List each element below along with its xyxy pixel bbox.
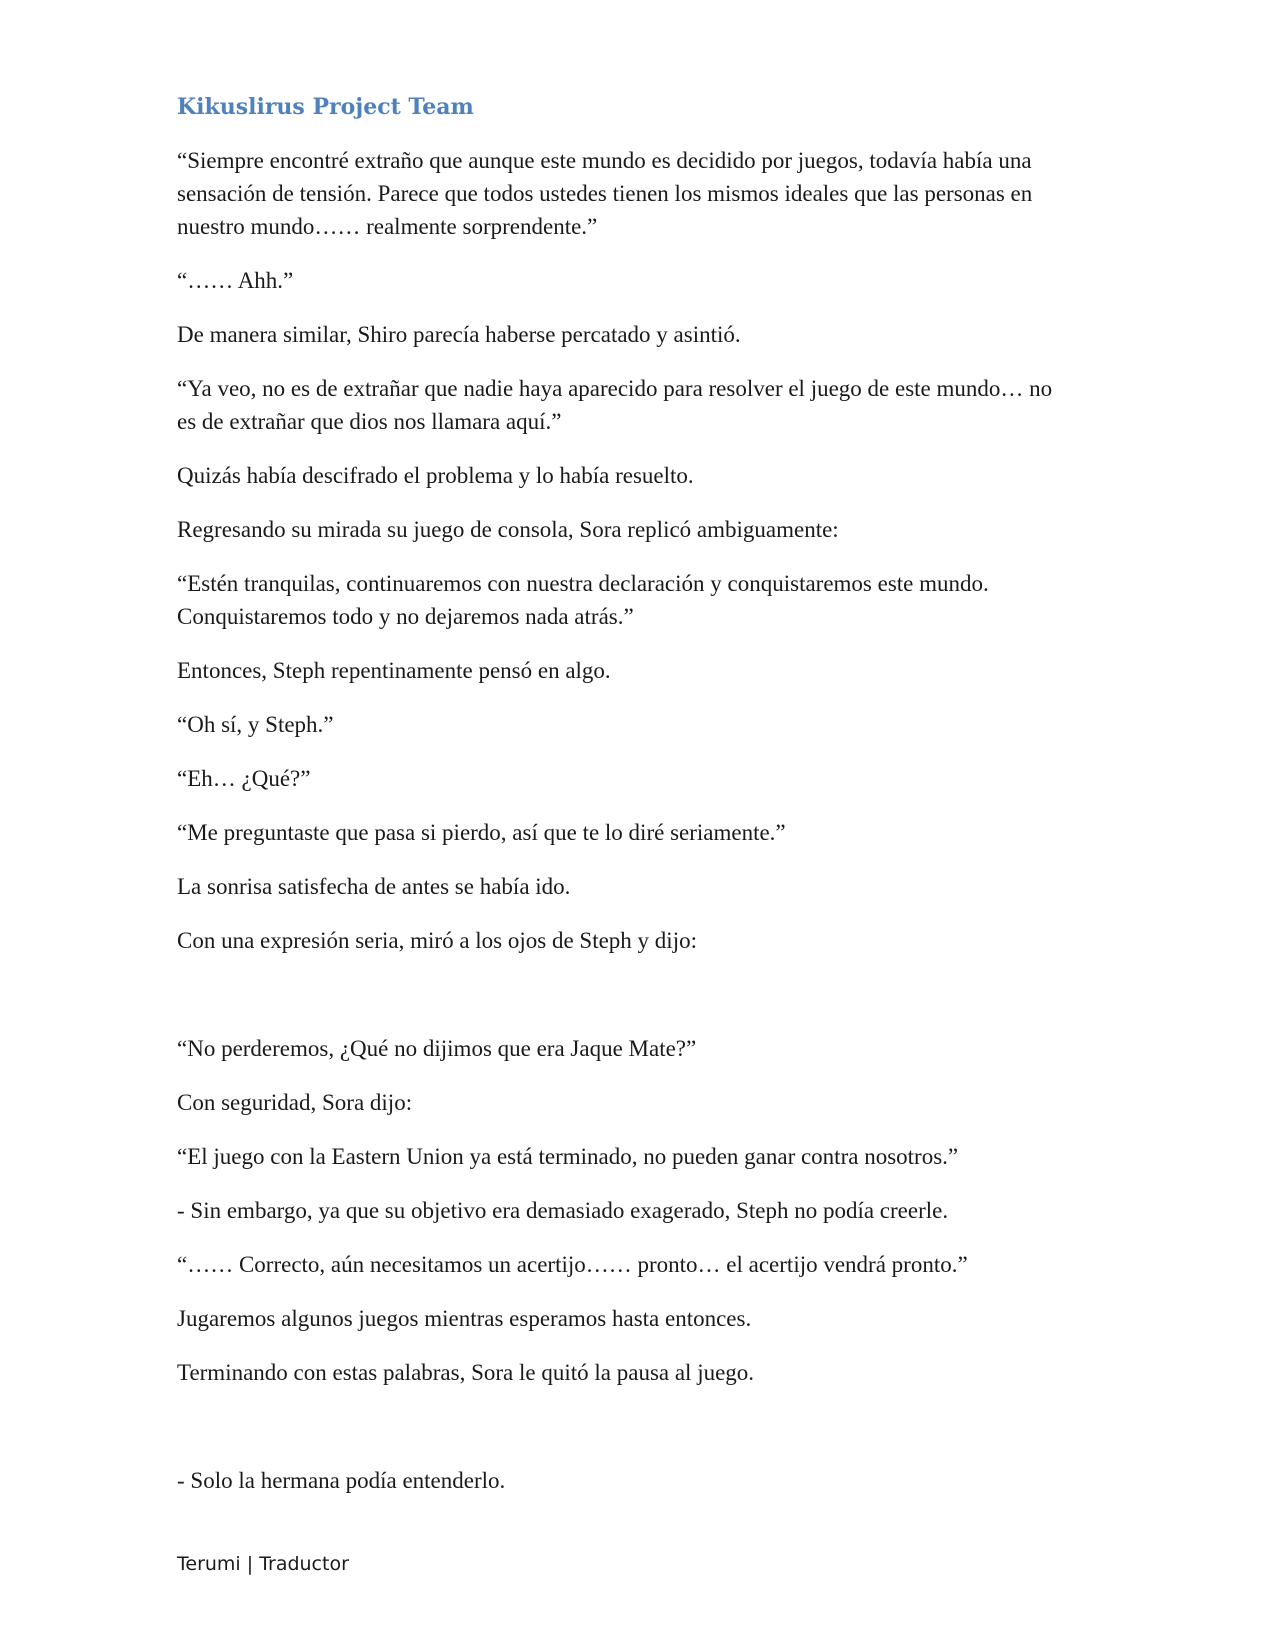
paragraph: Jugaremos algunos juegos mientras esperamos hasta entonces. bbox=[177, 1306, 752, 1331]
paragraph: “Ya veo, no es de extrañar que nadie haya aparecido para resolver el juego de este mundo… no es de extrañar que dios nos llamara aquí.” bbox=[177, 376, 1053, 434]
blank-line bbox=[177, 1410, 1077, 1464]
paragraph: Terminando con estas palabras, Sora le quitó la pausa al juego. bbox=[177, 1360, 755, 1385]
paragraph: Entonces, Steph repentinamente pensó en algo. bbox=[177, 658, 611, 683]
paragraph: “Me preguntaste que pasa si pierdo, así que te lo diré seriamente.” bbox=[177, 820, 786, 845]
paragraph: Regresando su mirada su juego de consola, Sora replicó ambiguamente: bbox=[177, 517, 839, 542]
paragraph: - Sin embargo, ya que su objetivo era demasiado exagerado, Steph no podía creerle. bbox=[177, 1198, 949, 1223]
footer-credit: Terumi | Traductor bbox=[177, 1553, 349, 1575]
paragraph: “Eh… ¿Qué?” bbox=[177, 766, 311, 791]
paragraph: Quizás había descifrado el problema y lo había resuelto. bbox=[177, 463, 694, 488]
blank-line bbox=[177, 978, 1077, 1032]
paragraph: Con una expresión seria, miró a los ojos de Steph y dijo: bbox=[177, 928, 697, 953]
paragraph: De manera similar, Shiro parecía haberse percatado y asintió. bbox=[177, 322, 741, 347]
paragraph: - Solo la hermana podía entenderlo. bbox=[177, 1468, 506, 1493]
paragraph: La sonrisa satisfecha de antes se había ido. bbox=[177, 874, 571, 899]
paragraph: “…… Ahh.” bbox=[177, 268, 294, 293]
paragraph: “…… Correcto, aún necesitamos un acertijo…… pronto… el acertijo vendrá pronto.” bbox=[177, 1252, 968, 1277]
paragraph: Con seguridad, Sora dijo: bbox=[177, 1090, 413, 1115]
paragraph: “Estén tranquilas, continuaremos con nuestra declaración y conquistaremos este mundo. Conquistaremos todo y no dejaremos nada atrás.” bbox=[177, 571, 989, 629]
paragraph: “Siempre encontré extraño que aunque este mundo es decidido por juegos, todavía había una sensación de tensión. Parece que todos ustedes tienen los mismos ideales que las personas en nuestro mundo…… realmente sorprendente.” bbox=[177, 148, 1033, 239]
paragraph: “No perderemos, ¿Qué no dijimos que era Jaque Mate?” bbox=[177, 1036, 697, 1061]
paragraph: “El juego con la Eastern Union ya está terminado, no pueden ganar contra nosotros.” bbox=[177, 1144, 959, 1169]
paragraph: “Oh sí, y Steph.” bbox=[177, 712, 334, 737]
header-title: Kikuslirus Project Team bbox=[177, 94, 474, 120]
document-body bbox=[177, 144, 1077, 1518]
